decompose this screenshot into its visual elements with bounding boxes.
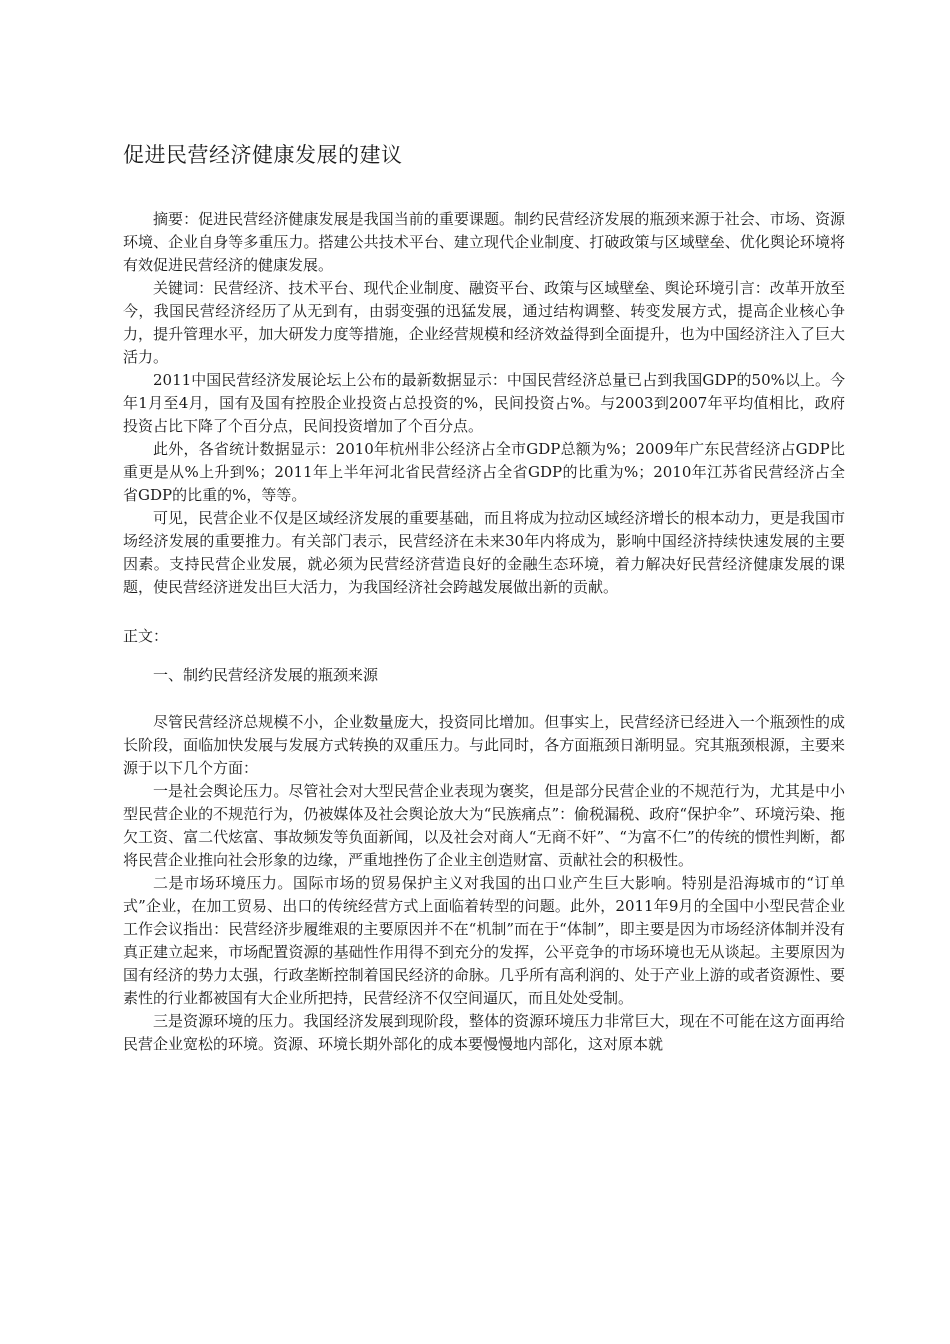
section-heading: 一、制约民营经济发展的瓶颈来源 <box>153 666 379 684</box>
body-label: 正文： <box>123 627 169 645</box>
province-stats-paragraph: 此外，各省统计数据显示：2010年杭州非公经济占全市GDP总额为%；2009年广东民营经济占GDP比重更是从%上升到%；2011年上半年河北省民营经济占全省GDP的比重为%；2010年江苏省民营经济占全省GDP的比重的%，等等。 <box>123 440 845 504</box>
conclusion-paragraph: 可见，民营企业不仅是区域经济发展的重要基础，而且将成为拉动区域经济增长的根本动力，更是我国市场经济发展的重要推力。有关部门表示，民营经济在未来30年内将成为，影响中国经济持续快速发展的主要因素。支持民营企业发展，就必须为民营经济营造良好的金融生态环境，着力解决好民营经济健康发展的课题，使民营经济迸发出巨大活力，为我国经济社会跨越发展做出新的贡献。 <box>123 509 845 596</box>
keywords-paragraph: 关键词：民营经济、技术平台、现代企业制度、融资平台、政策与区域壁垒、舆论环境引言：改革开放至今，我国民营经济经历了从无到有，由弱变强的迅猛发展，通过结构调整、转变发展方式，提高企业核心争力，提升管理水平，加大研发力度等措施，企业经营规模和经济效益得到全面提升，也为中国经济注入了巨大活力。 <box>123 279 845 366</box>
body-paragraph: 三是资源环境的压力。我国经济发展到现阶段，整体的资源环境压力非常巨大，现在不可能在这方面再给民营企业宽松的环境。资源、环境长期外部化的成本要慢慢地内部化，这对原本就 <box>123 1012 845 1053</box>
body-paragraph: 一是社会舆论压力。尽管社会对大型民营企业表现为褒奖，但是部分民营企业的不规范行为，尤其是中小型民营企业的不规范行为，仍被媒体及社会舆论放大为“民族痛点”：偷税漏税、政府“保护伞”、环境污染、拖欠工资、富二代炫富、事故频发等负面新闻，以及社会对商人“无商不奸”、“为富不仁”的传统的惯性判断，都将民营企业推向社会形象的边缘，严重地挫伤了企业主创造财富、贡献社会的积极性。 <box>123 782 845 869</box>
document-title: 促进民营经济健康发展的建议 <box>123 143 403 167</box>
abstract-paragraph: 摘要：促进民营经济健康发展是我国当前的重要课题。制约民营经济发展的瓶颈来源于社会、市场、资源环境、企业自身等多重压力。搭建公共技术平台、建立现代企业制度、打破政策与区域壁垒、优化舆论环境将有效促进民营经济的健康发展。 <box>123 210 845 274</box>
document-body <box>123 140 845 1056</box>
body-paragraph: 尽管民营经济总规模不小，企业数量庞大，投资同比增加。但事实上，民营经济已经进入一个瓶颈性的成长阶段，面临加快发展与发展方式转换的双重压力。与此同时，各方面瓶颈日渐明显。究其瓶颈根源，主要来源于以下几个方面： <box>123 713 845 777</box>
stats-paragraph: 2011中国民营经济发展论坛上公布的最新数据显示：中国民营经济总量已占到我国GDP的50%以上。今年1月至4月，国有及国有控股企业投资占总投资的%，民间投资占%。与2003到2007年平均值相比，政府投资占比下降了个百分点，民间投资增加了个百分点。 <box>123 371 845 435</box>
body-paragraph: 二是市场环境压力。国际市场的贸易保护主义对我国的出口业产生巨大影响。特别是沿海城市的“订单式”企业，在加工贸易、出口的传统经营方式上面临着转型的问题。此外，2011年9月的全国中小型民营企业工作会议指出：民营经济步履维艰的主要原因并不在“机制”而在于“体制”，即主要是因为市场经济体制并没有真正建立起来，市场配置资源的基础性作用得不到充分的发挥，公平竞争的市场环境也无从谈起。主要原因为国有经济的势力太强，行政垄断控制着国民经济的命脉。几乎所有高利润的、处于产业上游的或者资源性、要素性的行业都被国有大企业所把持，民营经济不仅空间逼仄，而且处处受制。 <box>123 874 845 1007</box>
